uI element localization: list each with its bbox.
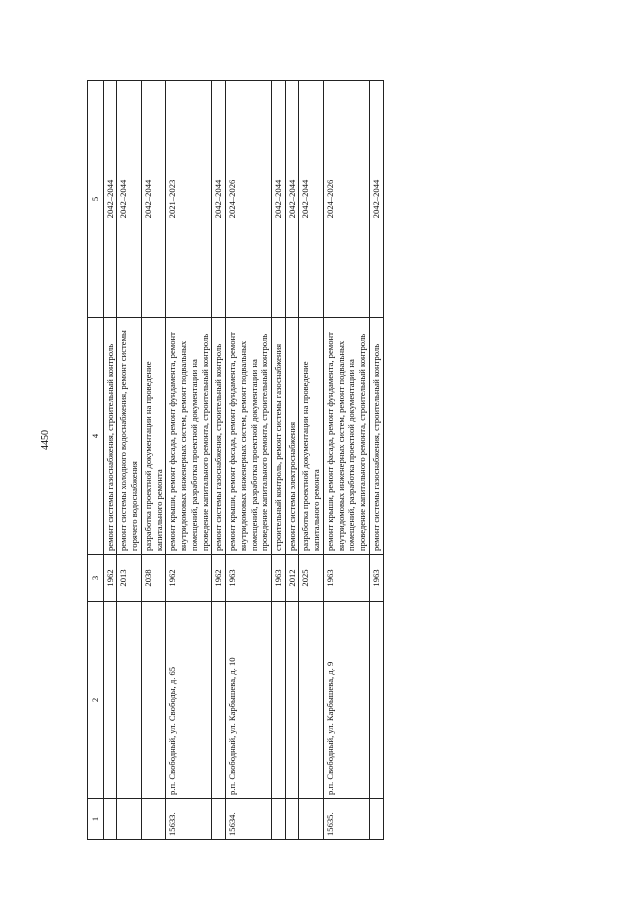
row-work-type: разработка проектной документации на проведение капитального ремонта xyxy=(141,318,165,555)
row-address: р.п. Свободный, ул. Карбышева, д. 9 xyxy=(323,602,369,799)
row-address xyxy=(117,602,141,799)
row-year: 1962 xyxy=(212,555,226,602)
table-row xyxy=(117,81,141,840)
row-year: 1963 xyxy=(226,555,272,602)
row-year: 2012 xyxy=(285,555,299,602)
row-address xyxy=(299,602,323,799)
row-year: 1962 xyxy=(103,555,117,602)
row-number xyxy=(285,799,299,840)
table-row xyxy=(141,81,165,840)
row-work-type: строительный контроль, ремонт системы газоснабжения xyxy=(272,318,286,555)
row-number xyxy=(299,799,323,840)
row-work-type: ремонт крыши, ремонт фасада, ремонт фундамента, ремонт внутридомовых инженерных систем, ремонт подвальных помещений, разработка проектной документации на проведение капитального ремонта, строительный контроль xyxy=(226,318,272,555)
row-period: 2042–2044 xyxy=(212,81,226,318)
row-address: р.п. Свободный, ул. Карбышева, д. 10 xyxy=(226,602,272,799)
row-period: 2042–2044 xyxy=(103,81,117,318)
table-row xyxy=(369,81,383,840)
row-period: 2042–2044 xyxy=(117,81,141,318)
row-number xyxy=(103,799,117,840)
row-number: 15635. xyxy=(323,799,369,840)
table-body xyxy=(103,81,383,840)
row-number xyxy=(141,799,165,840)
row-work-type: ремонт системы холодного водоснабжения, ремонт системы горячего водоснабжения xyxy=(117,318,141,555)
row-year: 1963 xyxy=(272,555,286,602)
row-work-type: разработка проектной документации на проведение капитального ремонта xyxy=(299,318,323,555)
header-col-1: 1 xyxy=(88,799,104,840)
table-row xyxy=(226,81,272,840)
row-period: 2042–2044 xyxy=(272,81,286,318)
row-period: 2042–2044 xyxy=(369,81,383,318)
row-address xyxy=(369,602,383,799)
row-period: 2042–2044 xyxy=(285,81,299,318)
row-year: 1963 xyxy=(369,555,383,602)
row-period: 2042–2044 xyxy=(141,81,165,318)
row-address xyxy=(212,602,226,799)
table-row xyxy=(103,81,117,840)
row-work-type: ремонт крыши, ремонт фасада, ремонт фундамента, ремонт внутридомовых инженерных систем, ремонт подвальных помещений, разработка проектной документации на проведение капитального ремонта, строительный контроль xyxy=(323,318,369,555)
row-number xyxy=(117,799,141,840)
header-col-4: 4 xyxy=(88,318,104,555)
row-period: 2021–2023 xyxy=(166,81,212,318)
row-number xyxy=(272,799,286,840)
row-number xyxy=(369,799,383,840)
row-number: 15633. xyxy=(166,799,212,840)
row-address xyxy=(103,602,117,799)
row-address xyxy=(272,602,286,799)
table-row xyxy=(212,81,226,840)
row-work-type: ремонт системы газоснабжения, строительный контроль xyxy=(369,318,383,555)
row-year: 2038 xyxy=(141,555,165,602)
table-row xyxy=(272,81,286,840)
row-number: 15634. xyxy=(226,799,272,840)
table-row xyxy=(285,81,299,840)
repair-schedule-table xyxy=(87,80,384,840)
row-number xyxy=(212,799,226,840)
header-col-3: 3 xyxy=(88,555,104,602)
table-row xyxy=(323,81,369,840)
table-row xyxy=(299,81,323,840)
row-work-type: ремонт системы электроснабжения xyxy=(285,318,299,555)
row-work-type: ремонт системы газоснабжения, строительный контроль xyxy=(212,318,226,555)
header-col-2: 2 xyxy=(88,602,104,799)
row-year: 1962 xyxy=(166,555,212,602)
page-number: 4450 xyxy=(40,430,51,450)
rotated-table-container xyxy=(87,80,553,840)
row-work-type: ремонт крыши, ремонт фасада, ремонт фундамента, ремонт внутридомовых инженерных систем, ремонт подвальных помещений, разработка проектной документации на проведение капитального ремонта, строительный контроль xyxy=(166,318,212,555)
table-row xyxy=(166,81,212,840)
row-address xyxy=(285,602,299,799)
row-year: 1963 xyxy=(323,555,369,602)
row-year: 2025 xyxy=(299,555,323,602)
table-header-row xyxy=(88,81,104,840)
row-period: 2024–2026 xyxy=(226,81,272,318)
row-address: р.п. Свободный, ул. Свободы, д. 65 xyxy=(166,602,212,799)
row-period: 2042–2044 xyxy=(299,81,323,318)
row-address xyxy=(141,602,165,799)
header-col-5: 5 xyxy=(88,81,104,318)
row-year: 2013 xyxy=(117,555,141,602)
row-work-type: ремонт системы газоснабжения, строительный контроль xyxy=(103,318,117,555)
row-period: 2024–2026 xyxy=(323,81,369,318)
